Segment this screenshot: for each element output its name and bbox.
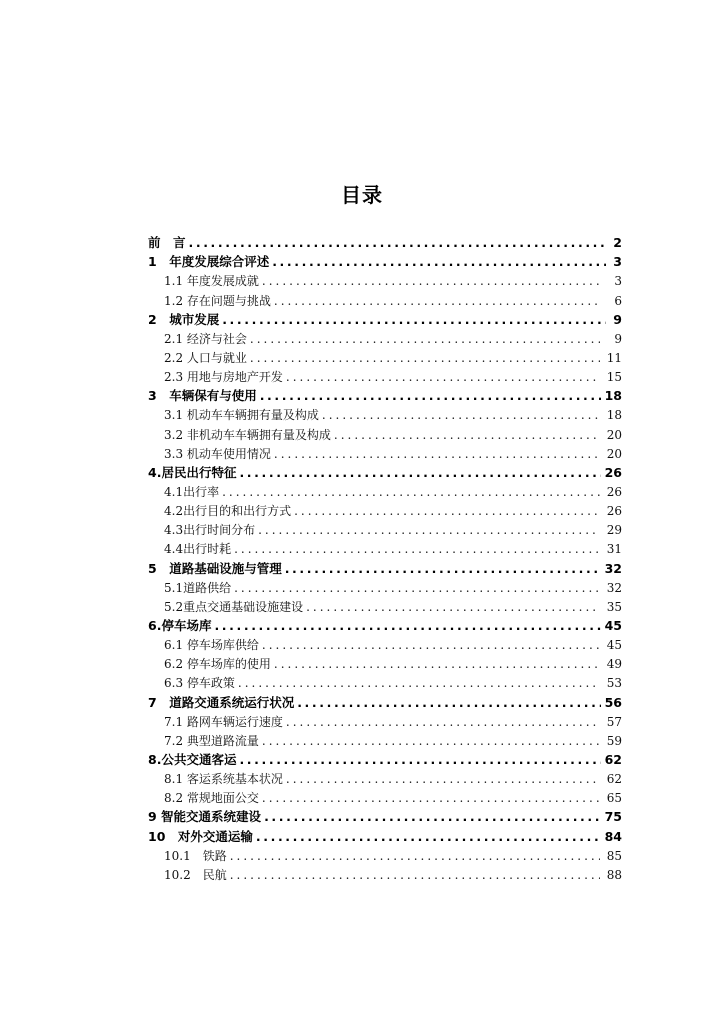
toc-entry-label: 2.3 用地与房地产开发 bbox=[164, 370, 283, 385]
toc-page-number: 9 bbox=[613, 311, 622, 327]
toc-dot-leader bbox=[286, 770, 600, 788]
toc-entry-label: 6.3 停车政策 bbox=[164, 676, 235, 691]
toc-chapter-entry[interactable] bbox=[148, 692, 622, 711]
toc-dot-leader bbox=[262, 272, 600, 290]
toc-entry-label: 前 言 bbox=[148, 235, 186, 251]
page-title: 目录 bbox=[341, 183, 383, 207]
toc-section-entry[interactable] bbox=[148, 405, 622, 424]
toc-page-number: 26 bbox=[606, 504, 622, 519]
toc-page-number: 53 bbox=[606, 676, 622, 691]
toc-entry-label: 3.3 机动车使用情况 bbox=[164, 446, 271, 461]
toc-chapter-entry[interactable] bbox=[148, 558, 622, 577]
toc-dot-leader bbox=[286, 713, 600, 731]
toc-dot-leader bbox=[230, 847, 600, 865]
toc-page-number: 62 bbox=[606, 772, 622, 787]
toc-dot-leader bbox=[222, 483, 600, 501]
toc-page-number: 35 bbox=[606, 599, 622, 614]
toc-chapter-entry[interactable] bbox=[148, 233, 622, 252]
toc-page-number: 26 bbox=[604, 464, 622, 480]
toc-section-entry[interactable] bbox=[148, 635, 622, 654]
toc-section-entry[interactable] bbox=[148, 482, 622, 501]
toc-section-entry[interactable] bbox=[148, 367, 622, 386]
toc-dot-leader bbox=[238, 674, 600, 692]
toc-dot-leader bbox=[189, 234, 606, 252]
toc-page-number: 26 bbox=[606, 484, 622, 499]
toc-entry-label: 4.1出行率 bbox=[164, 484, 220, 499]
toc-dot-leader bbox=[230, 866, 600, 884]
toc-dot-leader bbox=[222, 311, 606, 329]
toc-entry-label: 4.2出行目的和出行方式 bbox=[164, 504, 292, 519]
toc-section-entry[interactable] bbox=[148, 673, 622, 692]
toc-entry-label: 10 对外交通运输 bbox=[148, 828, 253, 844]
toc-page-number: 62 bbox=[604, 751, 622, 767]
toc-page-number: 59 bbox=[606, 733, 622, 748]
toc-chapter-entry[interactable] bbox=[148, 463, 622, 482]
toc-dot-leader bbox=[286, 368, 600, 386]
toc-section-entry[interactable] bbox=[148, 290, 622, 309]
toc-page-number: 9 bbox=[614, 331, 622, 346]
toc-dot-leader bbox=[274, 292, 600, 310]
toc-entry-label: 6.2 停车场库的使用 bbox=[164, 657, 271, 672]
toc-page-number: 65 bbox=[606, 791, 622, 806]
toc-dot-leader bbox=[250, 349, 600, 367]
toc-page-number: 32 bbox=[604, 560, 622, 576]
toc-dot-leader bbox=[258, 521, 600, 539]
toc-section-entry[interactable] bbox=[148, 597, 622, 616]
toc-dot-leader bbox=[262, 789, 600, 807]
toc-dot-leader bbox=[334, 426, 600, 444]
toc-entry-label: 8.公共交通客运 bbox=[148, 751, 237, 767]
toc-section-entry[interactable] bbox=[148, 271, 622, 290]
toc-section-entry[interactable] bbox=[148, 769, 622, 788]
toc-entry-label: 5.1道路供给 bbox=[164, 580, 232, 595]
toc-dot-leader bbox=[294, 502, 600, 520]
toc-entry-label: 3.1 机动车车辆拥有量及构成 bbox=[164, 408, 319, 423]
toc-dot-leader bbox=[297, 694, 600, 712]
toc-dot-leader bbox=[285, 560, 601, 578]
toc-chapter-entry[interactable] bbox=[148, 807, 622, 826]
toc-page-number: 6 bbox=[614, 293, 622, 308]
toc-entry-label: 5.2重点交通基础设施建设 bbox=[164, 599, 304, 614]
toc-entry-label: 8.1 客运系统基本状况 bbox=[164, 772, 283, 787]
toc-section-entry[interactable] bbox=[148, 788, 622, 807]
toc-chapter-entry[interactable] bbox=[148, 310, 622, 329]
toc-page-number: 11 bbox=[606, 350, 622, 365]
toc-chapter-entry[interactable] bbox=[148, 252, 622, 271]
toc-dot-leader bbox=[322, 406, 600, 424]
toc-dot-leader bbox=[262, 636, 600, 654]
toc-dot-leader bbox=[306, 598, 600, 616]
toc-page-number: 31 bbox=[606, 542, 622, 557]
toc-dot-leader bbox=[214, 617, 600, 635]
toc-entry-label: 7.2 典型道路流量 bbox=[164, 733, 259, 748]
toc-page-number: 18 bbox=[604, 388, 622, 404]
toc-dot-leader bbox=[272, 253, 606, 271]
toc-section-entry[interactable] bbox=[148, 865, 622, 884]
toc-section-entry[interactable] bbox=[148, 846, 622, 865]
toc-dot-leader bbox=[234, 579, 600, 597]
toc-chapter-entry[interactable] bbox=[148, 750, 622, 769]
toc-section-entry[interactable] bbox=[148, 424, 622, 443]
toc-page-number: 85 bbox=[606, 848, 622, 863]
toc-chapter-entry[interactable] bbox=[148, 826, 622, 845]
toc-section-entry[interactable] bbox=[148, 731, 622, 750]
toc-page-number: 15 bbox=[606, 370, 622, 385]
toc-entry-label: 4.4出行时耗 bbox=[164, 542, 232, 557]
toc-page-number: 75 bbox=[604, 809, 622, 825]
toc-entry-label: 2 城市发展 bbox=[148, 311, 220, 327]
toc-entry-label: 10.1 铁路 bbox=[164, 848, 227, 863]
toc-page-number: 57 bbox=[606, 714, 622, 729]
toc-dot-leader bbox=[260, 387, 601, 405]
toc-dot-leader bbox=[250, 330, 600, 348]
toc-page-number: 84 bbox=[604, 828, 622, 844]
toc-section-entry[interactable] bbox=[148, 654, 622, 673]
toc-entry-label: 7.1 路网车辆运行速度 bbox=[164, 714, 283, 729]
toc-entry-label: 1.1 年度发展成就 bbox=[164, 274, 259, 289]
toc-dot-leader bbox=[256, 828, 601, 846]
toc-page-number: 45 bbox=[604, 617, 622, 633]
toc-dot-leader bbox=[262, 732, 600, 750]
toc-entry-label: 1.2 存在问题与挑战 bbox=[164, 293, 271, 308]
toc-page-number: 20 bbox=[606, 446, 622, 461]
toc-entry-label: 3.2 非机动车车辆拥有量及构成 bbox=[164, 427, 331, 442]
table-of-contents bbox=[148, 233, 622, 884]
toc-page-number: 3 bbox=[614, 274, 622, 289]
toc-chapter-entry[interactable] bbox=[148, 616, 622, 635]
toc-page-number: 49 bbox=[606, 657, 622, 672]
toc-section-entry[interactable] bbox=[148, 348, 622, 367]
toc-entry-label: 9 智能交通系统建设 bbox=[148, 809, 262, 825]
toc-section-entry[interactable] bbox=[148, 539, 622, 558]
toc-page-number: 3 bbox=[613, 254, 622, 270]
toc-entry-label: 3 车辆保有与使用 bbox=[148, 388, 257, 404]
toc-entry-label: 6.1 停车场库供给 bbox=[164, 638, 259, 653]
toc-section-entry[interactable] bbox=[148, 712, 622, 731]
toc-dot-leader bbox=[264, 808, 601, 826]
toc-page-number: 20 bbox=[606, 427, 622, 442]
toc-entry-label: 2.1 经济与社会 bbox=[164, 331, 247, 346]
toc-entry-label: 2.2 人口与就业 bbox=[164, 350, 247, 365]
toc-chapter-entry[interactable] bbox=[148, 386, 622, 405]
toc-page-number: 29 bbox=[606, 523, 622, 538]
toc-page-number: 2 bbox=[613, 235, 622, 251]
toc-dot-leader bbox=[274, 445, 600, 463]
toc-entry-label: 10.2 民航 bbox=[164, 867, 227, 882]
toc-entry-label: 1 年度发展综合评述 bbox=[148, 254, 270, 270]
toc-entry-label: 4.3出行时间分布 bbox=[164, 523, 256, 538]
toc-section-entry[interactable] bbox=[148, 329, 622, 348]
toc-section-entry[interactable] bbox=[148, 444, 622, 463]
toc-entry-label: 4.居民出行特征 bbox=[148, 464, 237, 480]
toc-page-number: 45 bbox=[606, 638, 622, 653]
toc-entry-label: 5 道路基础设施与管理 bbox=[148, 560, 282, 576]
toc-dot-leader bbox=[274, 655, 600, 673]
toc-entry-label: 8.2 常规地面公交 bbox=[164, 791, 259, 806]
toc-section-entry[interactable] bbox=[148, 578, 622, 597]
toc-page-number: 56 bbox=[604, 694, 622, 710]
toc-page-number: 32 bbox=[606, 580, 622, 595]
toc-section-entry[interactable] bbox=[148, 520, 622, 539]
toc-entry-label: 6.停车场库 bbox=[148, 617, 212, 633]
toc-dot-leader bbox=[234, 540, 600, 558]
toc-section-entry[interactable] bbox=[148, 501, 622, 520]
toc-dot-leader bbox=[239, 751, 600, 769]
toc-page-number: 88 bbox=[606, 867, 622, 882]
toc-dot-leader bbox=[239, 464, 600, 482]
toc-page-number: 18 bbox=[606, 408, 622, 423]
toc-entry-label: 7 道路交通系统运行状况 bbox=[148, 694, 295, 710]
